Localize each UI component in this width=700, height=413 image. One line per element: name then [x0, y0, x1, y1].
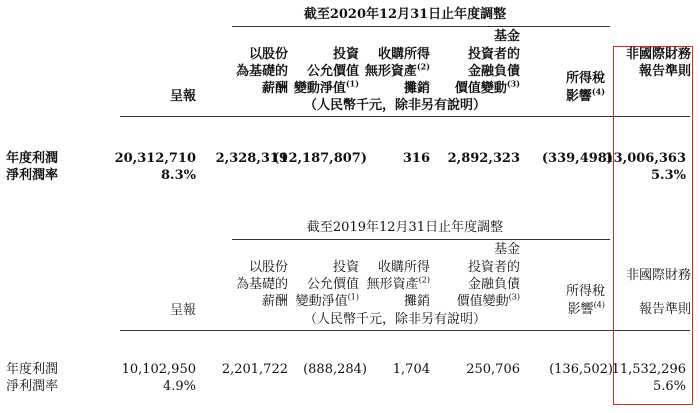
- cell-margin-non-ifrs: 5.3%: [651, 168, 686, 183]
- header-col7: 報告準則: [638, 302, 691, 317]
- header-col2: 為基礎的: [235, 64, 288, 79]
- header-col5: 價值變動$^{(3)}$: [454, 78, 520, 96]
- header-col3: 變動淨值$^{(1)}$: [293, 78, 359, 96]
- non-ifrs-highlight-box: [613, 46, 693, 405]
- header-col1: 呈報: [169, 303, 196, 318]
- title-rule: [232, 239, 610, 240]
- header-col5: 基金: [493, 29, 520, 44]
- header-rule: [120, 116, 690, 117]
- header-col4: 攤銷: [403, 294, 430, 309]
- row-label-profit: 年度利潤: [6, 151, 59, 166]
- cell-reported: 20,312,710: [114, 151, 196, 166]
- header-col3: 公允價值: [306, 64, 359, 79]
- title-rule: [232, 26, 610, 27]
- header-col7: 非國際財務: [625, 268, 691, 283]
- row-label-margin: 淨利潤率: [6, 379, 59, 394]
- header-col3: 投資: [332, 47, 359, 62]
- header-col1: 呈報: [169, 89, 196, 104]
- header-col4: 收購所得: [377, 47, 430, 62]
- header-col5: 投資者的: [467, 47, 520, 62]
- header-col7: 非國際財務: [625, 47, 691, 62]
- header-col4: 攤銷: [403, 81, 430, 96]
- header-col5: 價值變動$^{(3)}$: [456, 292, 520, 309]
- header-col7: 報告準則: [638, 64, 691, 79]
- cell-margin-non-ifrs: 5.6%: [652, 379, 686, 394]
- header-col2: 以股份: [248, 47, 288, 62]
- cell-share-based-comp: 2,328,319: [215, 151, 288, 166]
- cell-tax-effect: (136,502): [549, 362, 613, 377]
- cell-amortization: 1,704: [392, 362, 430, 377]
- header-col5: 投資者的: [467, 260, 520, 275]
- cell-share-based-comp: 2,201,722: [221, 362, 288, 377]
- header-col2: 以股份: [248, 260, 288, 275]
- cell-fund-liabilities: 250,706: [466, 362, 520, 377]
- header-col4: 無形資產$^{(2)}$: [364, 61, 430, 79]
- header-col3: 公允價值: [306, 277, 359, 292]
- unit-note: （人民幣千元，除非另有說明）: [303, 98, 486, 113]
- header-rule: [120, 330, 690, 331]
- header-col2: 薪酬: [261, 294, 288, 309]
- section-title: 截至2020年12月31日止年度調整: [303, 7, 507, 22]
- header-col6: 影響$^{(4)}$: [565, 86, 605, 104]
- header-col4: 無形資產$^{(2)}$: [366, 275, 430, 292]
- cell-margin-reported: 4.9%: [162, 379, 196, 394]
- section-title: 截至2019年12月31日止年度調整: [306, 220, 504, 235]
- header-col2: 薪酬: [261, 81, 288, 96]
- cell-tax-effect: (339,498): [541, 151, 613, 166]
- row-label-margin: 淨利潤率: [6, 168, 59, 183]
- header-col6: 所得稅: [565, 71, 605, 86]
- header-col2: 為基礎的: [235, 277, 288, 292]
- cell-fund-liabilities: 2,892,323: [447, 151, 520, 166]
- header-col3: 變動淨值$^{(1)}$: [295, 292, 359, 309]
- header-col5: 金融負債: [467, 64, 520, 79]
- header-col5: 金融負債: [467, 277, 520, 292]
- row-label-profit: 年度利潤: [6, 362, 59, 377]
- header-col6: 所得稅: [565, 284, 605, 299]
- header-col4: 收購所得: [377, 260, 430, 275]
- unit-note: （人民幣千元，除非另有說明）: [303, 312, 486, 327]
- cell-fair-value-change: (888,284): [303, 362, 367, 377]
- header-col6: 影響$^{(4)}$: [567, 300, 605, 317]
- header-col5: 基金: [493, 242, 520, 257]
- cell-amortization: 316: [402, 151, 430, 166]
- cell-fair-value-change: (12,187,807): [273, 151, 367, 166]
- cell-non-ifrs: 13,006,363: [604, 151, 686, 166]
- cell-margin-reported: 8.3%: [161, 168, 196, 183]
- cell-non-ifrs: 11,532,296: [611, 362, 686, 377]
- header-col3: 投資: [332, 260, 359, 275]
- cell-reported: 10,102,950: [121, 362, 196, 377]
